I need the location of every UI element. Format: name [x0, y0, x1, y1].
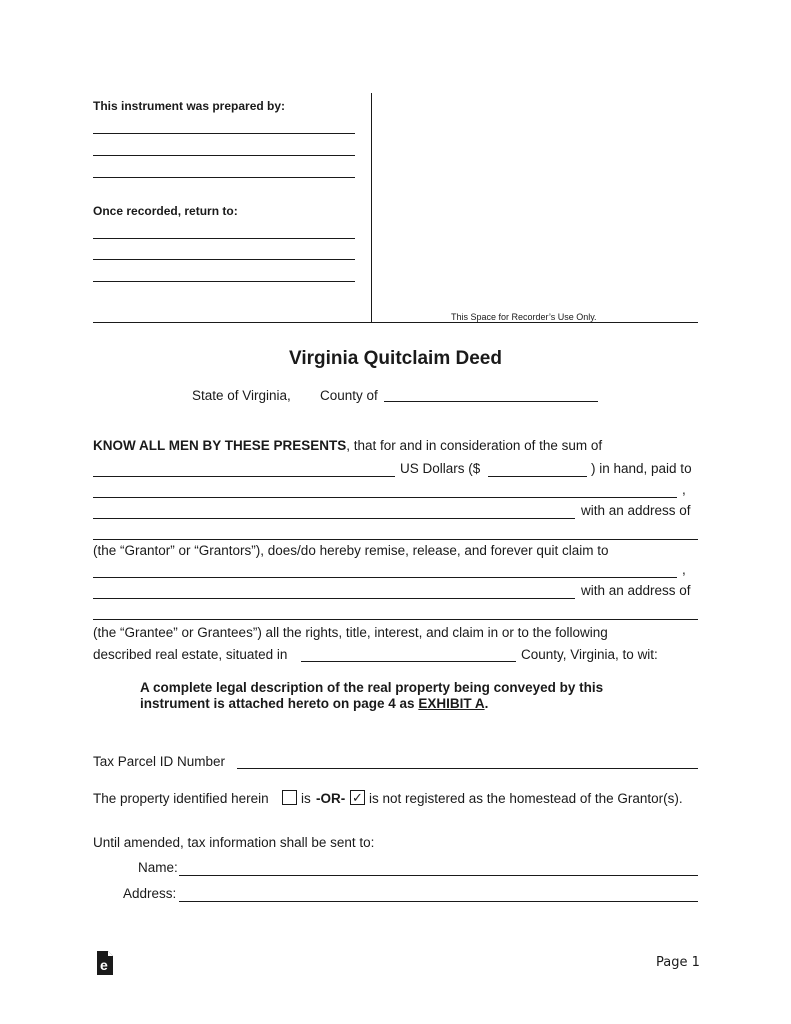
grantee-with-address: with an address of [581, 583, 691, 598]
return-to-line-2[interactable] [93, 259, 355, 260]
until-amended-label: Until amended, tax information shall be sent to: [93, 835, 375, 850]
grantor-clause: (the “Grantor” or “Grantors”), does/do hereby remise, release, and forever quit claim to [93, 543, 609, 558]
legal-description-period: . [484, 696, 489, 711]
grantor-name-field-2[interactable] [93, 518, 575, 519]
eforms-logo-icon [96, 950, 114, 976]
grantee-name-field[interactable] [93, 577, 677, 578]
venue-state: State of Virginia, [192, 388, 291, 403]
header-divider [371, 93, 372, 323]
tax-parcel-label: Tax Parcel ID Number [93, 754, 226, 769]
intro-line [93, 438, 602, 453]
tax-parcel-field[interactable] [237, 768, 698, 769]
homestead-is-not-checkbox[interactable] [350, 790, 365, 805]
homestead-or: -OR- [316, 791, 346, 806]
prepared-by-line-1[interactable] [93, 133, 355, 134]
legal-description-line-2 [140, 696, 488, 711]
page-number: Page 1 [656, 955, 700, 970]
grantor-address-field[interactable] [93, 539, 698, 540]
described-post: County, Virginia, to wit: [521, 647, 658, 662]
check-mark-icon: ✓ [352, 790, 363, 805]
know-all-men: KNOW ALL MEN BY THESE PRESENTS [93, 438, 347, 453]
sum-words-field[interactable] [93, 476, 395, 477]
tax-name-label: Name: [138, 860, 178, 875]
header-bottom-rule [93, 322, 698, 323]
homestead-post: is not registered as the homestead of the Grantor(s). [369, 791, 683, 806]
homestead-pre: The property identified herein [93, 791, 269, 806]
tax-address-field[interactable] [179, 901, 698, 902]
grantee-clause: (the “Grantee” or Grantees”) all the rights, title, interest, and claim in or to the following [93, 625, 608, 640]
tax-name-field[interactable] [179, 875, 698, 876]
page-title: Virginia Quitclaim Deed [289, 348, 502, 369]
recorder-note: This Space for Recorder’s Use Only. [451, 312, 597, 322]
grantee-comma: , [682, 562, 686, 577]
exhibit-a-link: EXHIBIT A [418, 696, 485, 711]
return-to-label: Once recorded, return to: [93, 204, 238, 218]
homestead-is: is [301, 791, 311, 806]
grantee-name-field-2[interactable] [93, 598, 575, 599]
in-hand-label: ) in hand, paid to [591, 461, 692, 476]
grantor-with-address: with an address of [581, 503, 691, 518]
described-pre: described real estate, situated in [93, 647, 288, 662]
return-to-line-3[interactable] [93, 281, 355, 282]
homestead-is-checkbox[interactable] [282, 790, 297, 805]
situated-county-field[interactable] [301, 661, 516, 662]
return-to-line-1[interactable] [93, 238, 355, 239]
legal-description-line-1: A complete legal description of the real property being conveyed by this [140, 680, 604, 695]
sum-amount-field[interactable] [488, 476, 587, 477]
legal-description-pre: instrument is attached hereto on page 4 as [140, 696, 415, 711]
intro-rest: , that for and in consideration of the sum of [346, 438, 603, 453]
prepared-by-line-3[interactable] [93, 177, 355, 178]
eforms-logo-letter: e [100, 957, 108, 973]
grantee-address-field[interactable] [93, 619, 698, 620]
grantor-comma: , [682, 482, 686, 497]
us-dollars-label: US Dollars ($ [400, 461, 481, 476]
tax-address-label: Address: [123, 886, 177, 901]
prepared-by-label: This instrument was prepared by: [93, 99, 286, 113]
venue-county-label: County of [320, 388, 378, 403]
prepared-by-line-2[interactable] [93, 155, 355, 156]
grantor-name-field[interactable] [93, 497, 677, 498]
county-field[interactable] [384, 401, 598, 402]
